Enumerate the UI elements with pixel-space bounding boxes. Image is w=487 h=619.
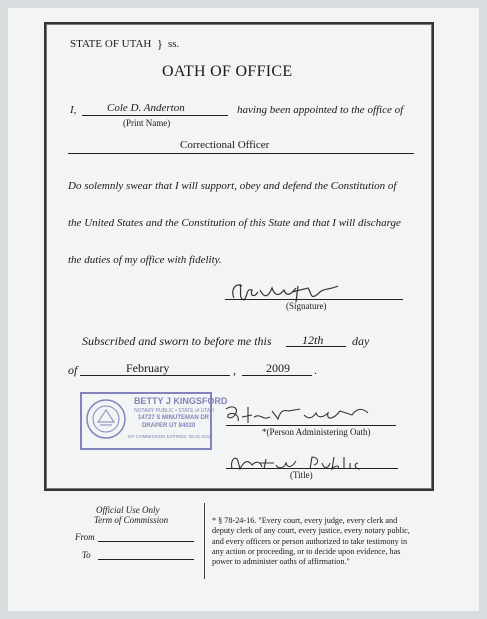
sworn-text: Subscribed and sworn to before me this — [82, 334, 272, 348]
state-label: STATE OF UTAH — [70, 38, 152, 50]
stamp-line-3: DRAPER UT 84020 — [142, 423, 196, 429]
official-use-heading: Official Use Only — [96, 505, 160, 515]
signature-caption: (Signature) — [286, 301, 327, 311]
year-period: . — [314, 363, 317, 377]
month-year-comma: , — [233, 363, 236, 377]
office-underline — [68, 153, 414, 154]
statute-footnote — [212, 516, 410, 567]
footnote-line-1: * § 78-24-16. "Every court, every judge, every clerk and — [212, 516, 398, 525]
to-label: To — [82, 550, 91, 560]
year-underline — [242, 375, 312, 376]
state-seal-icon — [85, 398, 127, 440]
title-caption: (Title) — [290, 470, 313, 480]
oath-line-3: the duties of my office with fidelity. — [68, 254, 222, 266]
administrator-caption: *(Person Administering Oath) — [262, 427, 371, 437]
footnote-line-2: deputy clerk of any court, every justice, every notary public, — [212, 526, 410, 536]
administrator-line — [226, 425, 396, 426]
footnote-line-4: any action or proceeding, or to decide upon evidence, has — [212, 546, 401, 556]
from-field-line — [98, 541, 194, 542]
ss-label: ss. — [168, 38, 180, 50]
office-title: Correctional Officer — [180, 139, 270, 151]
from-label: From — [75, 532, 95, 542]
oath-line-2: the United States and the Constitution of this State and that I will discharge — [68, 217, 401, 229]
footnote-line-5: power to administer oaths of affirmation." — [212, 557, 350, 567]
title-line — [226, 468, 398, 469]
sworn-day-value: 12th — [302, 333, 324, 347]
footnote-line-3: and every officers or person authorized to take testimony in — [212, 536, 408, 546]
term-heading: Term of Commission — [94, 515, 169, 525]
name-underline — [82, 115, 228, 116]
stamp-line-4: MY COMMISSION EXPIRES: 08-01-2010 — [128, 434, 212, 439]
page-title: OATH OF OFFICE — [162, 63, 293, 80]
stamp-notary-name: BETTY J KINGSFORD — [134, 396, 228, 406]
stamp-line-2: 14727 S MINUTEMAN DR — [138, 415, 210, 421]
footer-divider — [204, 503, 205, 579]
brace-mark: } — [157, 37, 163, 51]
to-field-line — [98, 559, 194, 560]
month-underline — [80, 375, 230, 376]
notary-stamp — [80, 392, 228, 450]
signature-line — [225, 299, 403, 300]
stamp-line-1: NOTARY PUBLIC • STATE of UTAH — [134, 408, 214, 414]
of-label: of — [68, 363, 78, 377]
day-label: day — [352, 334, 370, 348]
appointee-name: Cole D. Anderton — [107, 102, 185, 114]
sworn-year: 2009 — [266, 361, 290, 375]
appointment-text: having been appointed to the office of — [237, 104, 404, 116]
pronoun-i: I, — [70, 104, 77, 116]
print-name-caption: (Print Name) — [123, 118, 171, 128]
oath-line-1: Do solemnly swear that I will support, obey and defend the Constitution of — [68, 180, 397, 192]
sworn-month: February — [126, 361, 170, 375]
day-underline — [286, 346, 346, 347]
